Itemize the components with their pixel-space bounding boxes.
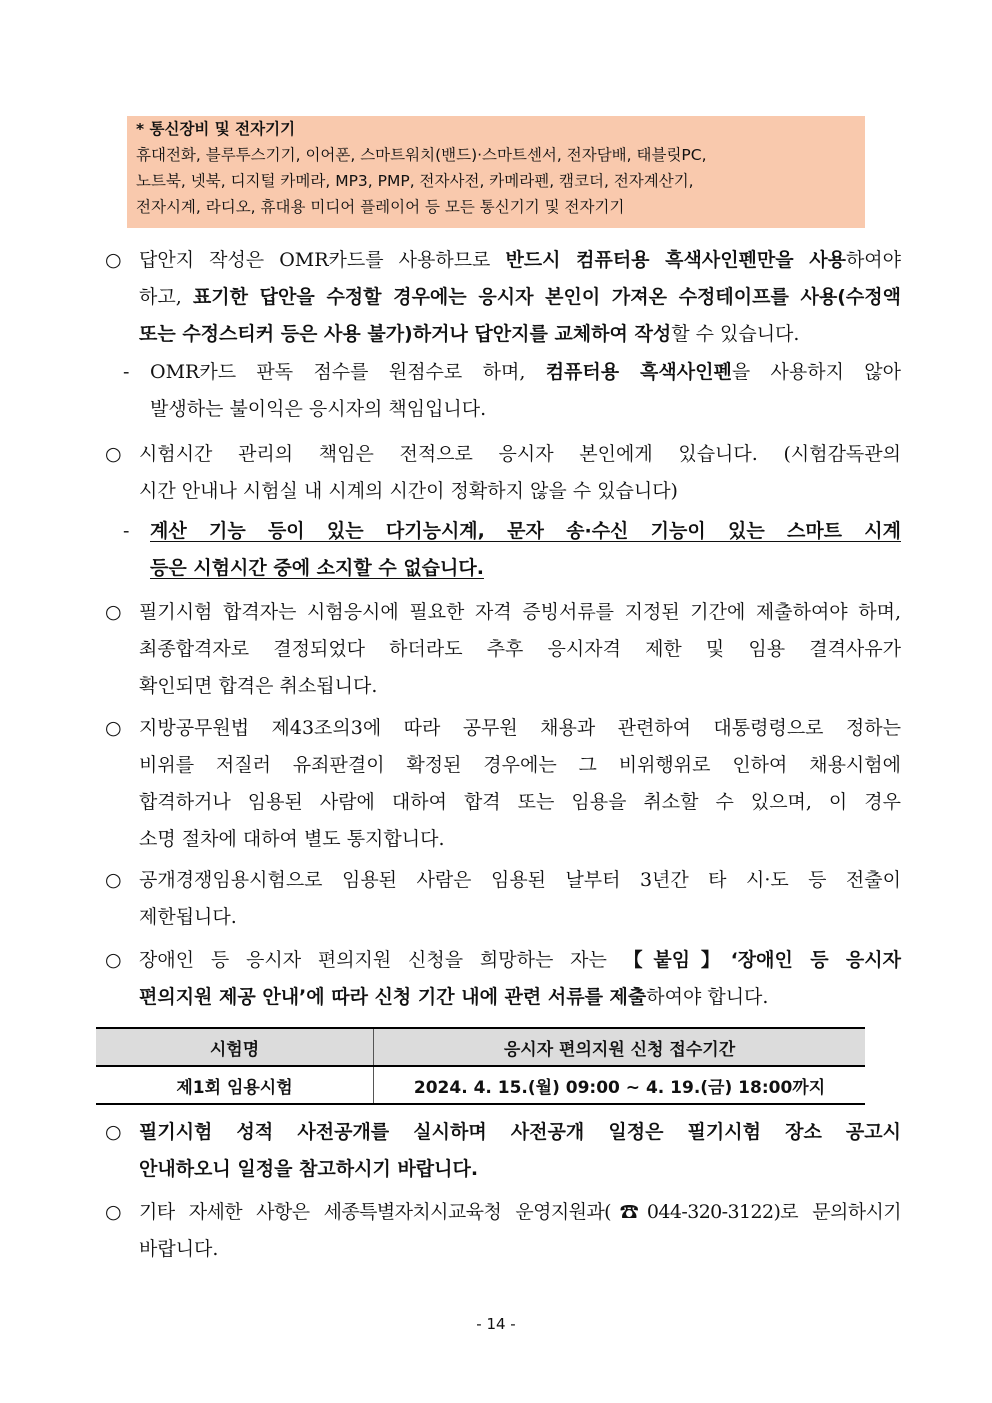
support-period-table: [96, 1027, 865, 1105]
emphasis-text: 필기시험 성적 사전공개를 실시하며 사전공개 일정은 필기시험 장소 공고시: [139, 1121, 901, 1143]
paragraph-transfer: [105, 862, 901, 936]
text: 할 수 있습니다.: [671, 323, 800, 345]
text: 필기시험 합격자는 시험응시에 필요한 자격 증빙서류를 지정된 기간에 제출하여야 하며,: [139, 601, 901, 623]
emphasis-text: 【붙임】‘장애인 등 응시자: [623, 949, 901, 971]
emphasis-text: 반드시 컴퓨터용 흑색사인펜만을 사용: [505, 249, 846, 271]
device-notice-box: [127, 116, 865, 228]
paragraph-cancellation: [105, 710, 901, 858]
table-header: 시험명: [96, 1028, 374, 1066]
text: 공개경쟁임용시험으로 임용된 사람은 임용된 날부터 3년간 타 시·도 등 전출이: [139, 869, 901, 891]
text: 하여야 합니다.: [646, 986, 769, 1008]
text: 시간 안내나 시험실 내 시계의 시간이 정확하지 않을 수 있습니다): [139, 480, 678, 502]
text: 을 사용하지 않아: [731, 361, 901, 383]
paragraph-omr: [105, 242, 901, 353]
notice-line: 휴대전화, 블루투스기기, 이어폰, 스마트워치(밴드)·스마트센서, 전자담배, 태블릿PC,: [136, 146, 707, 164]
text: 발생하는 불이익은 응시자의 책임입니다.: [150, 398, 487, 420]
text: 제한됩니다.: [139, 906, 237, 928]
text: 답안지 작성은 OMR카드를 사용하므로: [139, 249, 506, 271]
text: 소명 절차에 대하여 별도 통지합니다.: [139, 828, 445, 850]
bullet-icon: ○: [105, 601, 122, 623]
notice-line: 노트북, 넷북, 디지털 카메라, MP3, PMP, 전자사전, 카메라펜, 캠코더, 전자계산기,: [136, 172, 694, 190]
text: 하여야: [845, 249, 901, 271]
dash-item-smartwatch: [123, 513, 901, 587]
emphasis-text: 컴퓨터용 흑색사인펜: [545, 361, 732, 383]
text: 최종합격자로 결정되었다 하더라도 추후 응시자격 제한 및 임용 결격사유가: [139, 638, 901, 660]
text: 비위를 저질러 유죄판결이 확정된 경우에는 그 비위행위로 인하여 채용시험에: [139, 754, 901, 776]
emphasis-text: 계산 기능 등이 있는 다기능시계, 문자 송·수신 기능이 있는 스마트 시계: [150, 520, 901, 542]
bullet-icon: ○: [105, 869, 122, 891]
bullet-icon: ○: [105, 949, 122, 971]
paragraph-documents: [105, 594, 901, 705]
table-cell: 2024. 4. 15.(월) 09:00 ~ 4. 19.(금) 18:00까지: [374, 1066, 866, 1104]
text: 바랍니다.: [139, 1238, 219, 1260]
paragraph-disability-support: [105, 942, 901, 1016]
text: 하고,: [139, 286, 193, 308]
paragraph-contact: [105, 1194, 901, 1268]
bullet-icon: ○: [105, 249, 122, 271]
text: OMR카드 판독 점수를 원점수로 하며,: [150, 361, 546, 383]
text: 지방공무원법 제43조의3에 따라 공무원 채용과 관련하여 대통령령으로 정하는: [139, 717, 901, 739]
table-header-row: [96, 1028, 865, 1066]
bullet-icon: ○: [105, 717, 122, 739]
dash-item-omr-score: [123, 354, 901, 428]
bullet-icon: ○: [105, 1121, 122, 1143]
emphasis-text: 안내하오니 일정을 참고하시기 바랍니다.: [139, 1158, 479, 1180]
bullet-icon: ○: [105, 1201, 122, 1223]
text: 합격하거나 임용된 사람에 대하여 합격 또는 임용을 취소할 수 있으며, 이 경우: [139, 791, 901, 813]
text: 장애인 등 응시자 편의지원 신청을 희망하는 자는: [139, 949, 624, 971]
text: 기타 자세한 사항은 세종특별자치시교육청 운영지원과(☎044-320-3122)로 문의하시기: [139, 1201, 901, 1223]
table-header: 응시자 편의지원 신청 접수기간: [374, 1028, 866, 1066]
text: 확인되면 합격은 취소됩니다.: [139, 675, 378, 697]
emphasis-text: 또는 수정스티커 등은 사용 불가)하거나 답안지를 교체하여 작성: [139, 323, 672, 345]
table-row: [96, 1066, 865, 1104]
emphasis-text: 표기한 답안을 수정할 경우에는 응시자 본인이 가져온 수정테이프를 사용(수정액: [192, 286, 901, 308]
table-cell: 제1회 임용시험: [96, 1066, 374, 1104]
dash-icon: -: [123, 520, 130, 542]
paragraph-score-disclosure: [105, 1114, 901, 1188]
emphasis-text: 등은 시험시간 중에 소지할 수 없습니다.: [150, 557, 484, 579]
notice-line: 전자시계, 라디오, 휴대용 미디어 플레이어 등 모든 통신기기 및 전자기기: [136, 198, 625, 216]
page-number: - 14 -: [476, 1315, 516, 1333]
text: 시험시간 관리의 책임은 전적으로 응시자 본인에게 있습니다. (시험감독관의: [139, 443, 901, 465]
notice-title: * 통신장비 및 전자기기: [136, 120, 296, 138]
emphasis-text: 편의지원 제공 안내’에 따라 신청 기간 내에 관련 서류를 제출: [139, 986, 647, 1008]
dash-icon: -: [123, 361, 130, 383]
paragraph-time: [105, 436, 901, 510]
bullet-icon: ○: [105, 443, 122, 465]
